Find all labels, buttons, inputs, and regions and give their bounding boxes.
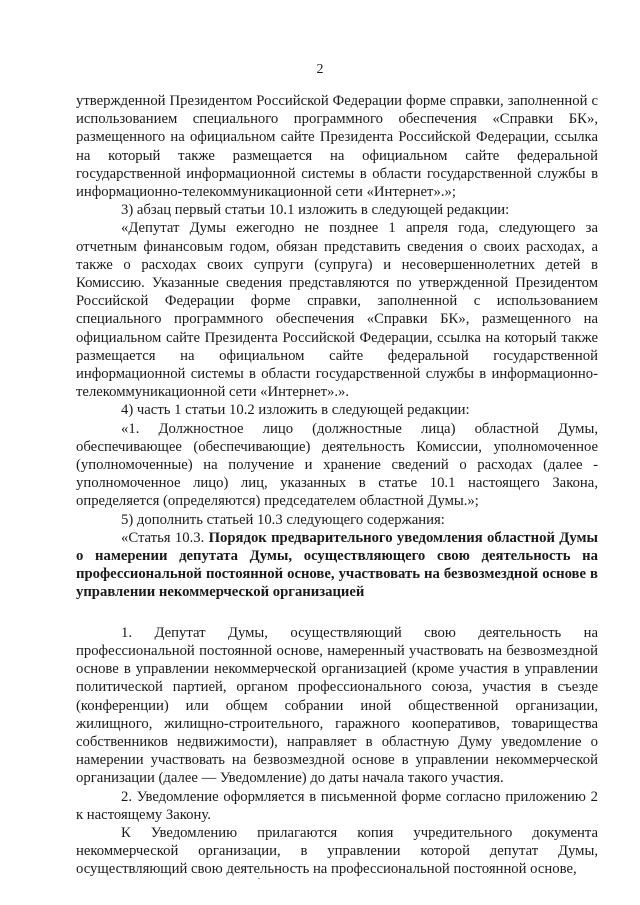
article-10-3-part-2: 2. Уведомление оформляется в письменной форме согласно приложению 2 к настоящему Закону. bbox=[76, 788, 598, 823]
amendment-item-3: 3) абзац первый статьи 10.1 изложить в следующей редакции: bbox=[121, 202, 510, 219]
article-title: Порядок предварительного уведомления областной Думы о намерении депутата Думы, осуществляющего свою деятельность на профессиональной постоянной основе, участвовать на безвозмездной основе в управлении некоммерческой организацией bbox=[76, 529, 598, 601]
document-body bbox=[76, 92, 598, 879]
page-number: 2 bbox=[316, 62, 324, 77]
article-10-3-part-3: К Уведомлению прилагаются копия учредительного документа некоммерческой организации, в управлении которой депутат Думы, осуществляющий свою деятельность на профессиональной постоянной основе, bbox=[76, 824, 598, 878]
amendment-item-4: 4) часть 1 статьи 10.2 изложить в следующей редакции: bbox=[121, 402, 470, 419]
quoted-article-10-2-part-1: «1. Должностное лицо (должностные лица) областной Думы, обеспечивающее (обеспечивающие) деятельность Комиссии, уполномоченное (уполномоченные) на получение и хранение сведений о расходах (далее - уполномоченное лицо) лиц, указанных в статье 10.1 настоящего Закона, определяется (определяются) председателем областной Думы.»; bbox=[76, 420, 598, 510]
article-10-3-part-1: 1. Депутат Думы, осуществляющий свою деятельность на профессиональной постоянной основе, намеренный участвовать на безвозмездной основе в управлении некоммерческой организацией (кроме участия в управлении политической партией, органом профессионального союза, участия в съезде (конференции) или общем собрании иной общественной организации, жилищного, жилищно-строительного, гаражного кооперативов, товарищества собственников недвижимости), направляет в областную Думу уведомление о намерении участвовать на безвозмездной основе в управлении некоммерческой организации (далее — Уведомление) до даты начала такого участия. bbox=[76, 624, 598, 787]
amendment-item-5: 5) дополнить статьей 10.3 следующего содержания: bbox=[121, 511, 445, 528]
article-number: «Статья 10.3. bbox=[121, 529, 209, 546]
article-10-3-heading bbox=[76, 529, 598, 602]
quoted-article-10-1: «Депутат Думы ежегодно не позднее 1 апреля года, следующего за отчетным финансовым годом, обязан представить сведения о своих расходах, а также о расходах своих супруги (супруга) и несовершеннолетних детей в Комиссию. Указанные сведения представляются по утвержденной Президентом Российской Федерации форме справки, заполненной с использованием специального программного обеспечения «Справки БК», размещенного на официальном сайте Президента Российской Федерации, ссылка на который также размещается на официальном сайте федеральной государственной информационной системы в области государственной службы в информационно-телекоммуникационной сети «Интернет».». bbox=[76, 220, 598, 401]
paragraph-continuation: утвержденной Президентом Российской Федерации форме справки, заполненной с использованием специального программного обеспечения «Справки БК», размещенного на официальном сайте Президента Российской Федерации, ссылка на который также размещается на официальном сайте федеральной государственной информационной системы в области государственной службы в информационно-телекоммуникационной сети «Интернет».»; bbox=[76, 93, 598, 201]
scan-mark bbox=[258, 878, 260, 879]
